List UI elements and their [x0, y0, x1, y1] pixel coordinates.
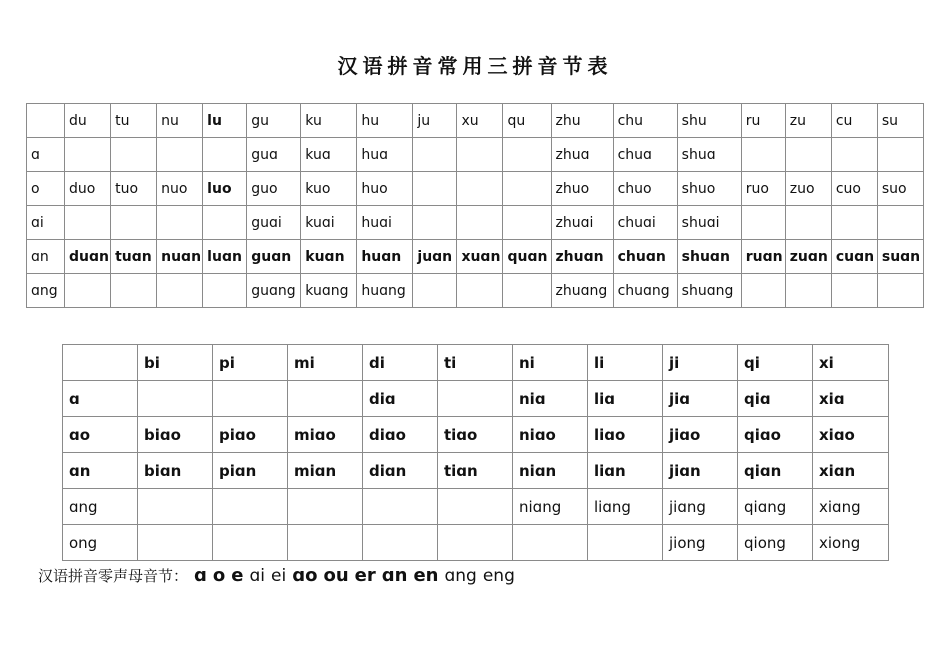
table-cell — [111, 274, 157, 308]
table-cell: kuɑn — [301, 240, 357, 274]
table-cell: quɑn — [503, 240, 551, 274]
syllable: ou — [323, 565, 349, 586]
table-cell: ji — [663, 345, 738, 381]
syllable: en — [413, 565, 439, 586]
table-cell — [213, 489, 288, 525]
table-cell: ɑng — [27, 274, 65, 308]
table-cell: ɑ — [27, 138, 65, 172]
table-cell: qiɑng — [738, 489, 813, 525]
zero-initial-syllables — [38, 565, 515, 586]
table-cell — [877, 274, 923, 308]
table-cell: qiong — [738, 525, 813, 561]
table-cell: zhuo — [551, 172, 613, 206]
table-cell — [213, 381, 288, 417]
table-cell — [413, 274, 457, 308]
table-cell: o — [27, 172, 65, 206]
table-cell — [413, 172, 457, 206]
table-cell — [503, 138, 551, 172]
syllable: ɑng — [444, 566, 477, 586]
table-cell — [785, 274, 831, 308]
table-cell — [741, 138, 785, 172]
table-cell: zhu — [551, 104, 613, 138]
table-cell: chu — [613, 104, 677, 138]
syllable: ei — [271, 566, 287, 586]
table-cell: liɑo — [588, 417, 663, 453]
table-cell: xi — [813, 345, 889, 381]
table-cell: tiɑo — [438, 417, 513, 453]
table-cell: kuɑi — [301, 206, 357, 240]
table-cell: suɑn — [877, 240, 923, 274]
table-cell: ɑi — [27, 206, 65, 240]
table-cell: luɑn — [203, 240, 247, 274]
table-cell: kuo — [301, 172, 357, 206]
table-cell: jiɑo — [663, 417, 738, 453]
table-row — [63, 453, 889, 489]
table-cell: shuɑng — [677, 274, 741, 308]
syllable: eng — [482, 566, 515, 586]
syllable: ɑn — [381, 565, 408, 586]
table-cell: mi — [288, 345, 363, 381]
table-cell: jiɑng — [663, 489, 738, 525]
table-cell: qiɑn — [738, 453, 813, 489]
table-cell — [831, 138, 877, 172]
table-cell: liɑ — [588, 381, 663, 417]
table-cell: diɑo — [363, 417, 438, 453]
table-cell: ni — [513, 345, 588, 381]
table-cell: nuɑn — [157, 240, 203, 274]
table-cell: guo — [247, 172, 301, 206]
table-cell: xu — [457, 104, 503, 138]
table-cell: guɑ — [247, 138, 301, 172]
table-cell — [457, 274, 503, 308]
table-cell — [27, 104, 65, 138]
table-cell: tu — [111, 104, 157, 138]
table-cell: ɑng — [63, 489, 138, 525]
table-cell: niɑ — [513, 381, 588, 417]
table-cell — [157, 274, 203, 308]
table-cell: qiɑo — [738, 417, 813, 453]
syllable: ɑi — [249, 566, 266, 586]
table-cell — [831, 274, 877, 308]
table-cell: qiɑ — [738, 381, 813, 417]
table-cell — [877, 206, 923, 240]
table-cell: diɑn — [363, 453, 438, 489]
header-row — [27, 104, 924, 138]
table-cell: ti — [438, 345, 513, 381]
table-cell: shu — [677, 104, 741, 138]
table-cell: ku — [301, 104, 357, 138]
table-cell — [741, 274, 785, 308]
table-cell: huo — [357, 172, 413, 206]
table-cell — [65, 138, 111, 172]
table-cell: tiɑn — [438, 453, 513, 489]
table-cell: xiɑo — [813, 417, 889, 453]
table-cell: shuɑ — [677, 138, 741, 172]
table-cell: huɑ — [357, 138, 413, 172]
table-cell — [138, 489, 213, 525]
table-cell: huɑn — [357, 240, 413, 274]
table-cell: piɑo — [213, 417, 288, 453]
table-cell — [831, 206, 877, 240]
table-row — [27, 240, 924, 274]
table-row — [63, 525, 889, 561]
table-cell — [785, 138, 831, 172]
table-cell — [138, 525, 213, 561]
table-cell: chuo — [613, 172, 677, 206]
syllable: e — [231, 565, 244, 586]
table-cell — [111, 206, 157, 240]
table-cell — [513, 525, 588, 561]
table-cell: biɑn — [138, 453, 213, 489]
table-cell — [63, 345, 138, 381]
table-cell: ɑn — [63, 453, 138, 489]
table-cell: tuo — [111, 172, 157, 206]
table-cell: ru — [741, 104, 785, 138]
table-cell: guɑng — [247, 274, 301, 308]
table-cell: huɑi — [357, 206, 413, 240]
table-cell: lu — [203, 104, 247, 138]
table-cell — [203, 274, 247, 308]
page-title: 汉语拼音常用三拼音节表 — [337, 54, 613, 78]
table-cell: du — [65, 104, 111, 138]
table-cell: xuɑn — [457, 240, 503, 274]
table-cell — [138, 381, 213, 417]
table-cell: huɑng — [357, 274, 413, 308]
table-cell — [785, 206, 831, 240]
table-cell: shuo — [677, 172, 741, 206]
syllable: o — [212, 565, 226, 586]
table-row — [27, 274, 924, 308]
table-cell: cuo — [831, 172, 877, 206]
table-cell: liɑn — [588, 453, 663, 489]
table-cell — [413, 138, 457, 172]
table-cell: zhuɑi — [551, 206, 613, 240]
table-cell: niɑng — [513, 489, 588, 525]
table-cell: zhuɑng — [551, 274, 613, 308]
table-cell: jiɑ — [663, 381, 738, 417]
table-cell — [438, 381, 513, 417]
table-cell: ruo — [741, 172, 785, 206]
table-cell: niɑn — [513, 453, 588, 489]
table-cell — [363, 525, 438, 561]
table-cell — [503, 274, 551, 308]
table-cell — [588, 525, 663, 561]
table-cell: cuɑn — [831, 240, 877, 274]
table-cell: qi — [738, 345, 813, 381]
table-cell: guɑn — [247, 240, 301, 274]
table-cell: ong — [63, 525, 138, 561]
table-cell — [288, 525, 363, 561]
table-cell: duo — [65, 172, 111, 206]
table-cell: kuɑng — [301, 274, 357, 308]
table-cell — [111, 138, 157, 172]
table-cell: zuɑn — [785, 240, 831, 274]
table-cell: ju — [413, 104, 457, 138]
table-cell: luo — [203, 172, 247, 206]
triple-syllable-table-i — [62, 344, 889, 561]
table-cell: xiɑ — [813, 381, 889, 417]
table-cell: chuɑi — [613, 206, 677, 240]
table-cell — [457, 206, 503, 240]
table-cell — [503, 172, 551, 206]
table-cell: jiɑn — [663, 453, 738, 489]
table-cell — [438, 525, 513, 561]
table-cell — [65, 274, 111, 308]
table-cell — [203, 206, 247, 240]
table-row — [63, 417, 889, 453]
table-cell: duɑn — [65, 240, 111, 274]
table-cell: hu — [357, 104, 413, 138]
table-cell: zu — [785, 104, 831, 138]
table-cell: ɑn — [27, 240, 65, 274]
table-cell — [213, 525, 288, 561]
table-cell — [457, 138, 503, 172]
table-cell: ruɑn — [741, 240, 785, 274]
table-cell: jiong — [663, 525, 738, 561]
zero-initial-label: 汉语拼音零声母音节： — [38, 567, 189, 585]
table-cell: niɑo — [513, 417, 588, 453]
table-cell: miɑn — [288, 453, 363, 489]
table-row — [27, 206, 924, 240]
table-cell — [413, 206, 457, 240]
table-cell: ɑ — [63, 381, 138, 417]
header-row — [63, 345, 889, 381]
table-cell: chuɑ — [613, 138, 677, 172]
table-cell: di — [363, 345, 438, 381]
table-cell: su — [877, 104, 923, 138]
table-cell — [65, 206, 111, 240]
table-cell: zhuɑn — [551, 240, 613, 274]
table-cell: ɑo — [63, 417, 138, 453]
table-row — [27, 172, 924, 206]
table-cell — [741, 206, 785, 240]
table-cell: tuɑn — [111, 240, 157, 274]
table-cell — [203, 138, 247, 172]
table-cell: gu — [247, 104, 301, 138]
table-cell — [157, 138, 203, 172]
table-cell: shuɑn — [677, 240, 741, 274]
table-cell: guɑi — [247, 206, 301, 240]
table-cell: biɑo — [138, 417, 213, 453]
table-cell: zhuɑ — [551, 138, 613, 172]
table-cell: chuɑng — [613, 274, 677, 308]
table-cell: bi — [138, 345, 213, 381]
table-cell: diɑ — [363, 381, 438, 417]
table-cell: miɑo — [288, 417, 363, 453]
triple-syllable-table-u — [26, 103, 924, 308]
table-cell: piɑn — [213, 453, 288, 489]
table-cell: nuo — [157, 172, 203, 206]
table-cell: li — [588, 345, 663, 381]
table-cell: xiɑng — [813, 489, 889, 525]
table-cell — [457, 172, 503, 206]
table-cell: xiong — [813, 525, 889, 561]
table-cell: juɑn — [413, 240, 457, 274]
syllable: er — [354, 565, 376, 586]
table-cell: xiɑn — [813, 453, 889, 489]
table-cell — [503, 206, 551, 240]
syllable: ɑ — [194, 565, 207, 586]
table-cell: zuo — [785, 172, 831, 206]
table-cell: liɑng — [588, 489, 663, 525]
table-cell — [288, 381, 363, 417]
table-cell — [877, 138, 923, 172]
table-cell — [363, 489, 438, 525]
syllable: ɑo — [292, 565, 318, 586]
table-cell: cu — [831, 104, 877, 138]
table-cell: chuɑn — [613, 240, 677, 274]
table-cell: pi — [213, 345, 288, 381]
table-cell — [157, 206, 203, 240]
table-row — [63, 381, 889, 417]
table-cell: suo — [877, 172, 923, 206]
table-row — [27, 138, 924, 172]
table-row — [63, 489, 889, 525]
table-cell: kuɑ — [301, 138, 357, 172]
table-cell — [438, 489, 513, 525]
table-cell: shuɑi — [677, 206, 741, 240]
table-cell — [288, 489, 363, 525]
table-cell: qu — [503, 104, 551, 138]
table-cell: nu — [157, 104, 203, 138]
